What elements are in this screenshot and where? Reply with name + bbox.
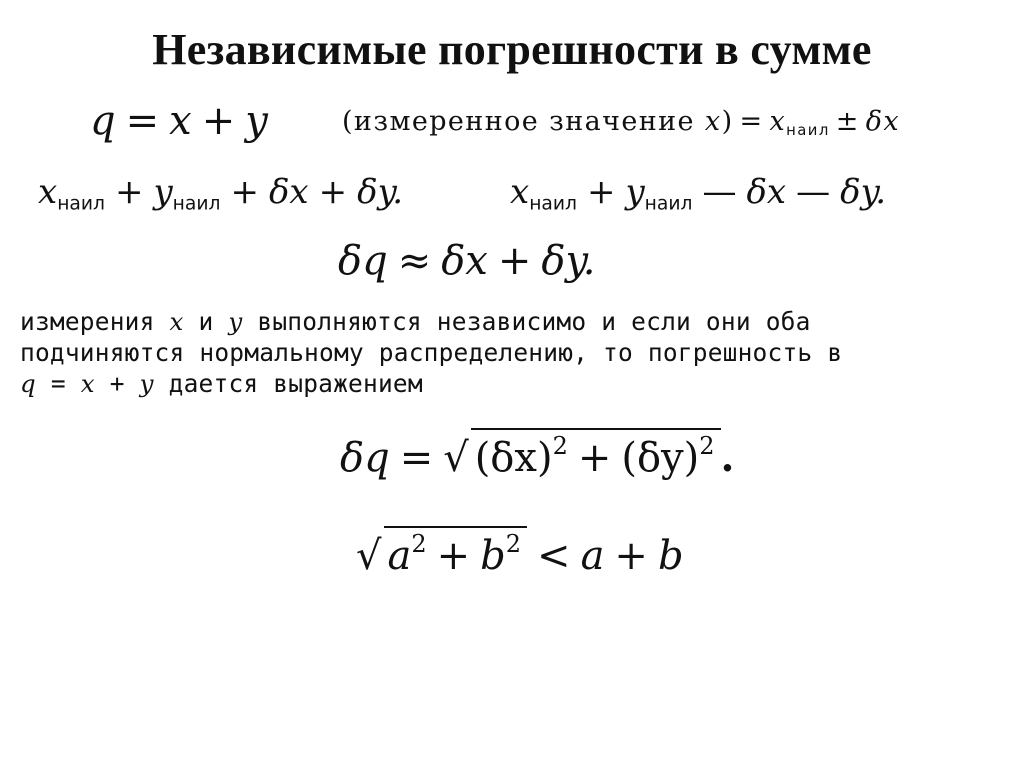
x-symbol: x xyxy=(80,369,95,398)
quadrature-sum-formula xyxy=(340,428,734,481)
y-subscript: наил xyxy=(172,193,221,215)
plus-sign: + xyxy=(318,172,348,212)
x-best: x xyxy=(510,172,530,212)
delta-x: δx xyxy=(268,172,309,212)
y-best: y xyxy=(153,172,173,212)
note-x-best: x xyxy=(769,106,787,137)
plus-sign: + xyxy=(497,238,532,284)
delta-y: δy. xyxy=(541,238,596,284)
exponent: 2 xyxy=(411,530,427,558)
delta-x: δx xyxy=(441,238,488,284)
plus-sign: + xyxy=(201,98,236,144)
paragraph-line-3 xyxy=(20,368,1015,399)
a-symbol: a xyxy=(580,532,605,579)
q-symbol: q xyxy=(20,369,36,398)
equals-sign: = xyxy=(50,369,66,398)
upper-bound-formula xyxy=(38,172,403,215)
radical-sign: √ xyxy=(356,532,382,579)
plus-sign: + xyxy=(577,434,612,481)
delta-x-term: (δx) xyxy=(474,434,553,481)
exponent: 2 xyxy=(505,530,522,558)
x-symbol: x xyxy=(169,307,184,336)
plus-sign: + xyxy=(436,532,471,579)
slide-title: Независимые погрешности в сумме xyxy=(152,25,872,74)
plus-minus-sign: ± xyxy=(835,106,860,137)
x-subscript: наил xyxy=(57,193,105,215)
b-symbol: b xyxy=(480,532,506,579)
minus-sign: — xyxy=(702,172,737,212)
y-subscript: наил xyxy=(644,193,693,215)
square-root xyxy=(443,428,720,481)
x-best: x xyxy=(38,172,58,212)
text-fragment: измерения xyxy=(20,307,155,336)
lower-bound-formula xyxy=(510,172,886,215)
approx-error-formula xyxy=(338,238,595,284)
radicand xyxy=(471,428,721,481)
sum-formula xyxy=(90,98,268,144)
radical-sign: √ xyxy=(443,434,469,481)
paragraph-line-2: подчиняются нормальному распределению, то погрешность в xyxy=(20,338,843,367)
y-symbol: y xyxy=(245,98,268,144)
approx-sign: ≈ xyxy=(397,238,432,284)
x-subscript: наил xyxy=(529,193,577,215)
less-than-sign: < xyxy=(537,532,571,579)
x-symbol: x xyxy=(169,98,192,144)
exponent: 2 xyxy=(552,432,568,460)
y-best: y xyxy=(625,172,645,212)
text-fragment: и xyxy=(198,307,214,336)
text-fragment: выполняются независимо и если они оба xyxy=(257,307,811,336)
delta-q: δq xyxy=(340,434,390,481)
radicand xyxy=(384,526,528,579)
note-x: x xyxy=(704,106,722,137)
plus-sign: + xyxy=(109,369,125,398)
minus-sign: — xyxy=(796,172,831,212)
plus-sign: + xyxy=(230,172,259,212)
measured-value-note xyxy=(342,106,900,139)
note-text: (измеренное значение xyxy=(342,106,695,137)
a-symbol: a xyxy=(387,532,412,579)
equals-sign: = xyxy=(399,434,434,481)
text-fragment: дается выражением xyxy=(168,369,423,398)
equals-sign: = xyxy=(125,98,160,144)
delta-x: δx xyxy=(746,172,787,212)
q-symbol: q xyxy=(90,98,116,144)
y-symbol: y xyxy=(139,369,154,398)
note-equals: = xyxy=(739,106,764,137)
exponent: 2 xyxy=(699,432,715,460)
square-root xyxy=(356,526,527,579)
paragraph-line-1 xyxy=(20,306,1015,337)
triangle-inequality-formula xyxy=(356,526,684,579)
period: . xyxy=(720,433,735,481)
plus-sign: + xyxy=(614,532,648,579)
delta-y: δy. xyxy=(840,172,887,212)
delta-y: δy. xyxy=(357,172,404,212)
b-symbol: b xyxy=(657,532,684,579)
note-delta-x: δx xyxy=(865,106,901,137)
note-subscript: наил xyxy=(786,121,830,140)
delta-q: δq xyxy=(338,238,388,284)
explanation-paragraph xyxy=(20,306,1015,399)
note-close-paren: ) xyxy=(721,106,734,137)
y-symbol: y xyxy=(228,307,243,336)
delta-y-term: (δy) xyxy=(621,434,700,481)
plus-sign: + xyxy=(114,172,144,212)
plus-sign: + xyxy=(586,172,616,212)
